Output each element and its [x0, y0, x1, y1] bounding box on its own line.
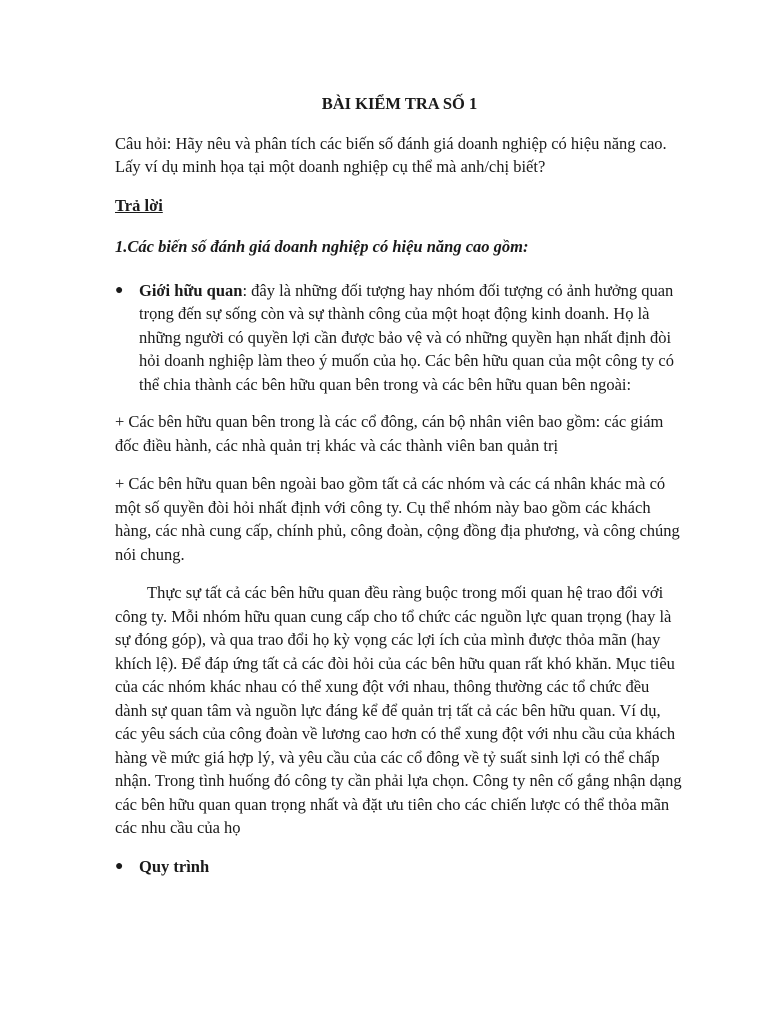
stakeholder-description: : đây là những đối tượng hay nhóm đối tượng có ảnh hưởng quan trọng đến sự sống còn và sự thành công của một hoạt động kinh doanh. Họ là những người có quyền lợi cần được bảo vệ và có những quyền hạn nhất định đòi hỏi doanh nghiệp làm theo ý muốn của họ. Các bên hữu quan của một công ty có thể chia thành các bên hữu quan bên trong và các bên hữu quan bên ngoài:: [139, 280, 674, 394]
answer-label: Trả lời: [115, 195, 163, 215]
list-item: [115, 855, 684, 879]
external-stakeholders-paragraph: + Các bên hữu quan bên ngoài bao gồm tất cả các nhóm và các cá nhân khác mà có một số quyền đòi hỏi nhất định với công ty. Cụ thể nhóm này bao gồm các khách hàng, các nhà cung cấp, chính phủ, công đoàn, cộng đồng địa phương, và công chúng nói chung.: [115, 474, 680, 564]
bullet-list-stakeholders: [115, 279, 684, 397]
stakeholder-term: Giới hữu quan: [139, 280, 243, 300]
main-paragraph: Thực sự tất cả các bên hữu quan đều ràng buộc trong mối quan hệ trao đổi với công ty. Mỗi nhóm hữu quan cung cấp cho tổ chức các nguồn lực quan trọng (hay là sự đóng góp), và qua trao đổi họ kỳ vọng các lợi ích của mình được thỏa mãn (hay khích lệ). Để đáp ứng tất cả các đòi hỏi của các bên hữu quan rất khó khăn. Mục tiêu của các nhóm khác nhau có thể xung đột với nhau, thông thường các tổ chức đều dành sự quan tâm và nguồn lực đáng kể để quản trị tất cả các bên hữu quan. Ví dụ, các yêu sách của công đoàn về lương cao hơn có thể xung đột với nhu cầu của khách hàng về mức giá hợp lý, và yêu cầu của các cổ đông về tỷ suất sinh lợi có thể chấp nhận. Trong tình huống đó công ty cần phải lựa chọn. Công ty nên cố gắng nhận dạng các bên hữu quan quan trọng nhất và đặt ưu tiên cho các chiến lược có thể thỏa mãn các nhu cầu của họ: [115, 583, 682, 837]
internal-stakeholders-paragraph: + Các bên hữu quan bên trong là các cổ đông, cán bộ nhân viên bao gồm: các giám đốc điều hành, các nhà quản trị khác và các thành viên ban quản trị: [115, 412, 664, 455]
document-title: BÀI KIỂM TRA SỐ 1: [321, 94, 478, 113]
bullet-list-process: [115, 855, 684, 879]
bullet-icon: ●: [115, 282, 124, 298]
section-heading: 1.Các biến số đánh giá doanh nghiệp có hiệu năng cao gồm:: [115, 237, 529, 256]
bullet-icon: ●: [115, 858, 124, 874]
list-item: [115, 279, 684, 397]
question-paragraph: Câu hỏi: Hãy nêu và phân tích các biến số đánh giá doanh nghiệp có hiệu năng cao. Lấy ví dụ minh họa tại một doanh nghiệp cụ thể mà anh/chị biết?: [115, 133, 667, 176]
process-heading: Quy trình: [139, 856, 210, 876]
